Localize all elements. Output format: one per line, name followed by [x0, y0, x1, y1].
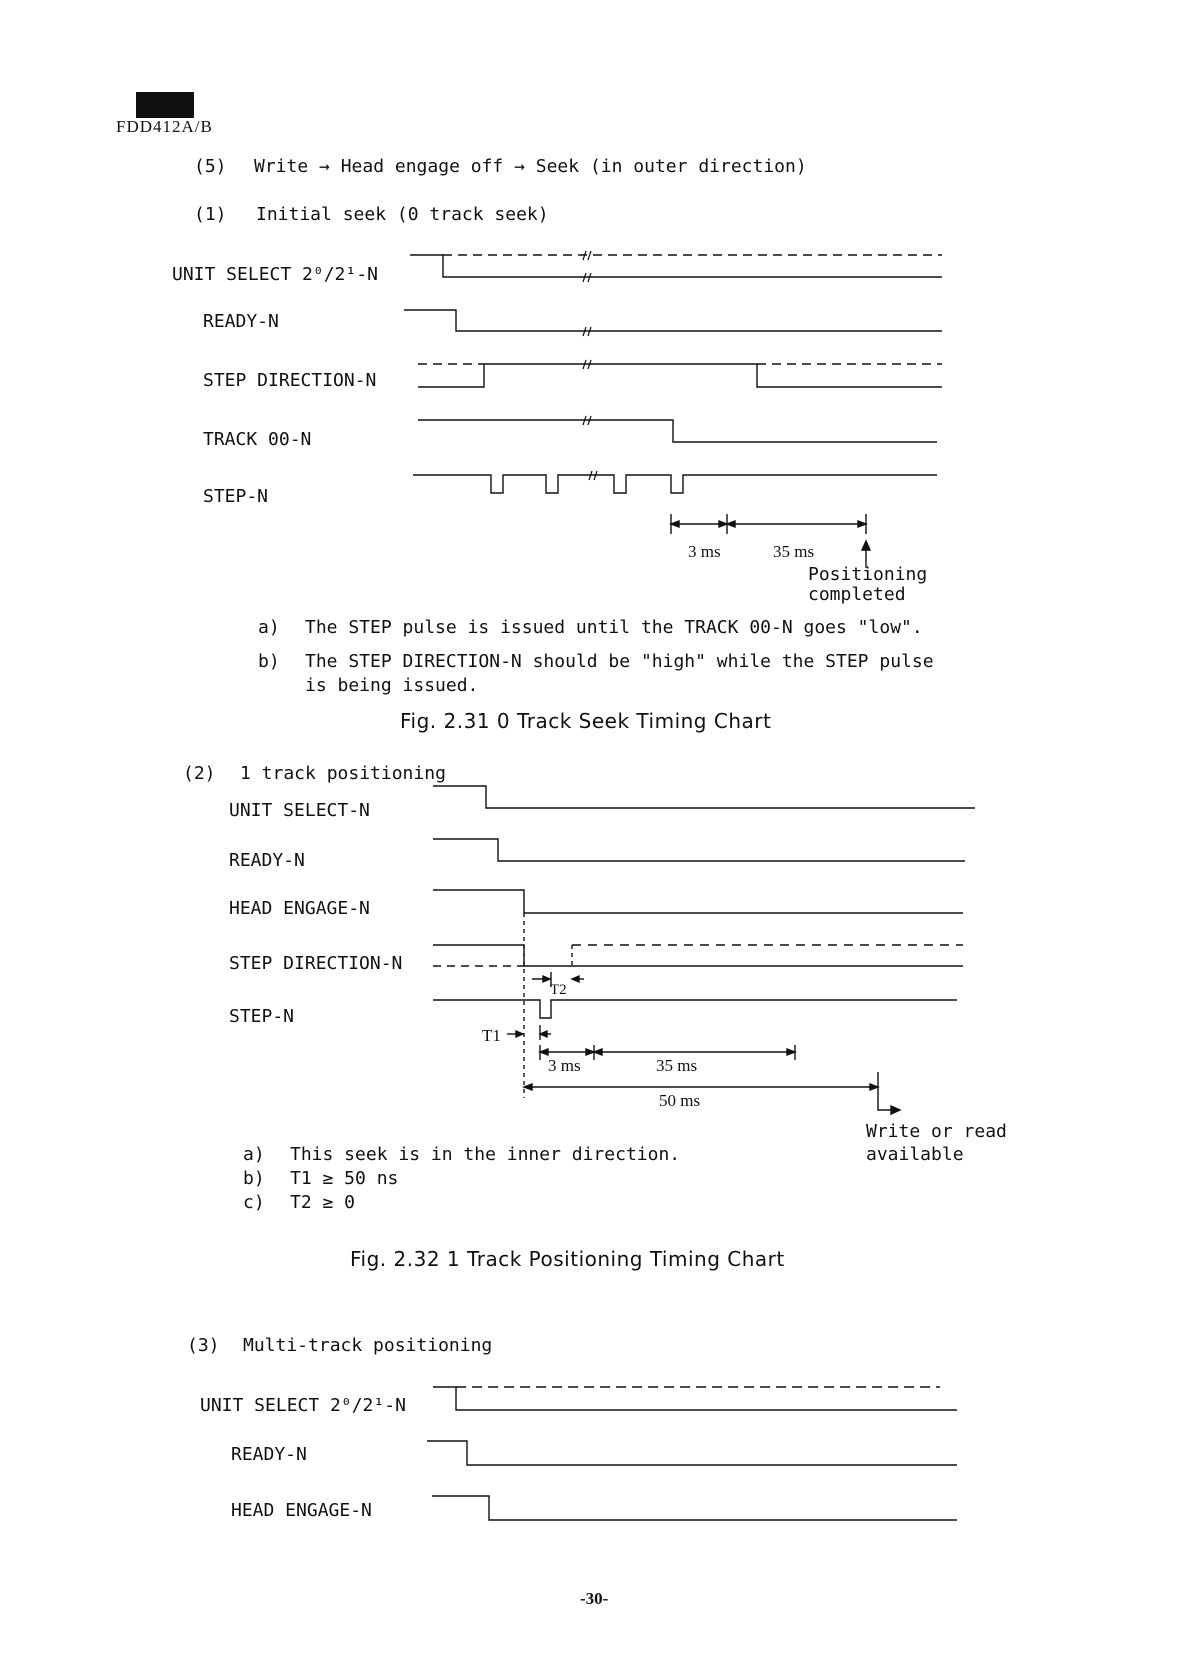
fig232-step-direction-wave	[433, 945, 963, 966]
fig231-track00-wave	[418, 420, 937, 442]
subsection-title: Initial seek (0 track seek)	[256, 204, 549, 225]
doc-code: FDD412A/B	[116, 117, 213, 136]
signal-label: UNIT SELECT 2⁰/2¹-N	[172, 264, 378, 285]
fig231-timing-dimension	[671, 514, 870, 568]
t1-label: T1	[482, 1026, 501, 1045]
positioning-label: Positioning	[808, 564, 928, 585]
subsection-number: (1)	[194, 204, 227, 225]
note-text: The STEP DIRECTION-N should be "high" while the STEP pulse	[305, 651, 934, 672]
signal-label: STEP DIRECTION-N	[229, 953, 403, 974]
fig232-t1-dimension	[507, 1025, 551, 1040]
fig232-ready-wave	[433, 839, 965, 861]
multi-unit-select-wave	[433, 1387, 957, 1410]
section-title: Write → Head engage off → Seek (in outer direction)	[254, 156, 807, 177]
timing-3ms-label: 3 ms	[548, 1056, 581, 1075]
multi-ready-wave	[427, 1441, 957, 1465]
fig231-step-direction-wave	[418, 364, 942, 387]
fig232-3ms-35ms-dimension	[540, 1045, 795, 1060]
timing-35ms-label: 35 ms	[656, 1056, 698, 1075]
subsection-number: (3)	[187, 1335, 220, 1356]
page-number: -30-	[580, 1589, 609, 1608]
note-text: T1 ≥ 50 ns	[290, 1168, 399, 1189]
timing-35ms-label: 35 ms	[773, 542, 815, 561]
available-label: available	[866, 1144, 964, 1165]
subsection-title: 1 track positioning	[240, 763, 446, 784]
positioning-label: completed	[808, 584, 906, 605]
timing-50ms-label: 50 ms	[659, 1091, 701, 1110]
fig231-break-marks	[583, 251, 597, 480]
note-key: b)	[258, 651, 280, 672]
subsection-title: Multi-track positioning	[243, 1335, 493, 1356]
signal-label: HEAD ENGAGE-N	[231, 1500, 372, 1521]
note-key: b)	[243, 1168, 265, 1189]
signal-label: READY-N	[203, 311, 279, 332]
signal-label: STEP-N	[229, 1006, 295, 1027]
note-text: T2 ≥ 0	[290, 1192, 356, 1213]
note-key: a)	[243, 1144, 265, 1165]
signal-label: STEP-N	[203, 486, 269, 507]
signal-label: READY-N	[229, 850, 305, 871]
signal-label: STEP DIRECTION-N	[203, 370, 377, 391]
signal-label: HEAD ENGAGE-N	[229, 898, 370, 919]
t2-label: T2	[550, 982, 567, 998]
fig232-50ms-dimension	[524, 1072, 900, 1114]
fig231-step-wave	[413, 475, 937, 493]
fig232-unit-select-wave	[433, 786, 975, 808]
note-key: c)	[243, 1192, 265, 1213]
note-text: The STEP pulse is issued until the TRACK 00-N goes "low".	[305, 617, 923, 638]
signal-label: READY-N	[231, 1444, 307, 1465]
figure-caption: Fig. 2.31 0 Track Seek Timing Chart	[400, 709, 772, 733]
timing-3ms-label: 3 ms	[688, 542, 721, 561]
multi-head-engage-wave	[432, 1496, 957, 1520]
section-number: (5)	[194, 156, 227, 177]
signal-label: UNIT SELECT-N	[229, 800, 370, 821]
subsection-number: (2)	[183, 763, 216, 784]
note-text: This seek is in the inner direction.	[290, 1144, 681, 1165]
signal-label: TRACK 00-N	[203, 429, 312, 450]
signal-label: UNIT SELECT 2⁰/2¹-N	[200, 1395, 406, 1416]
available-label: Write or read	[866, 1121, 1007, 1142]
fig232-t2-dimension	[532, 972, 584, 987]
note-key: a)	[258, 617, 280, 638]
fig231-ready-wave	[404, 310, 942, 331]
figure-caption: Fig. 2.32 1 Track Positioning Timing Chart	[350, 1247, 785, 1271]
fig232-head-engage-wave	[433, 890, 963, 913]
fig231-unit-select-wave	[410, 255, 942, 277]
fig232-step-wave	[433, 1000, 957, 1018]
note-text: is being issued.	[305, 675, 479, 696]
